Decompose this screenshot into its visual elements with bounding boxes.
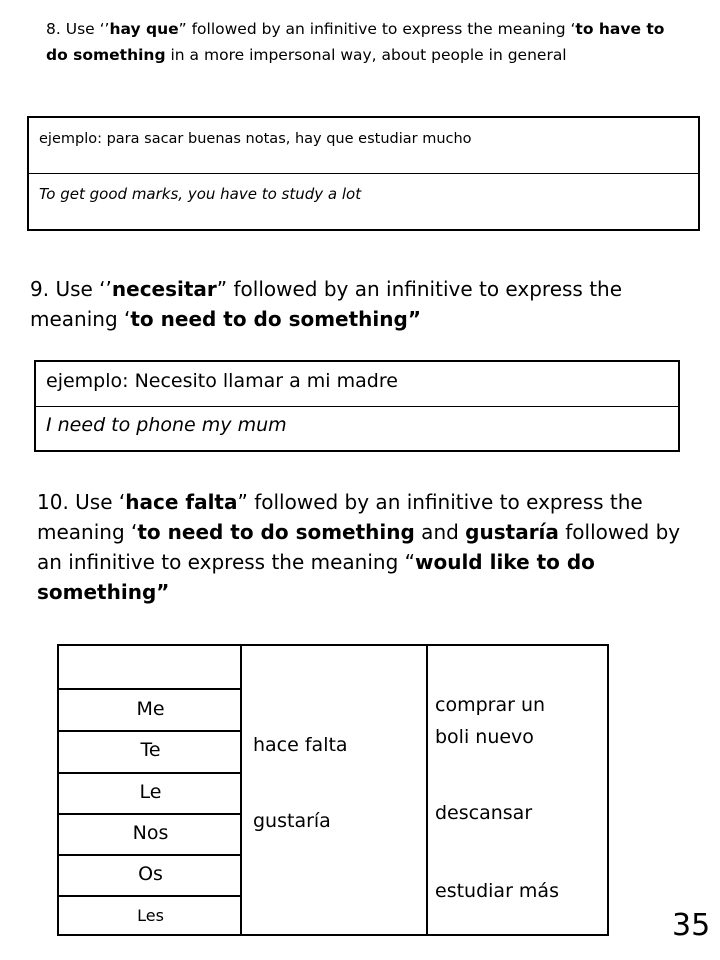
section-9-translation: I need to phone my mum [46, 414, 287, 436]
section-8-translation: To get good marks, you have to study a lot [39, 185, 362, 203]
page-number: 35 [672, 908, 711, 943]
sentence-builder-table [57, 644, 609, 936]
pronoun-cell-empty [59, 650, 242, 684]
infinitive-estudiar-mas: estudiar más [435, 880, 559, 902]
infinitive-descansar: descansar [435, 802, 533, 824]
pronoun-les: Les [137, 906, 164, 925]
pronoun-le: Le [139, 781, 162, 803]
pronoun-me: Me [136, 698, 165, 720]
row-divider [59, 813, 242, 815]
row-divider [59, 772, 242, 774]
section-9-example: ejemplo: Necesito llamar a mi madre [36, 362, 678, 407]
row-divider [59, 730, 242, 732]
pronoun-nos: Nos [132, 822, 169, 844]
infinitive-boli-nuevo: boli nuevo [435, 726, 534, 748]
pronoun-os: Os [138, 863, 163, 885]
section-8-instruction: 8. Use ‘’hay que” followed by an infinitive to express the meaning ‘to have to do something in a more impersonal way, about people in general [46, 20, 665, 64]
row-divider [59, 854, 242, 856]
section-8-example: ejemplo: para sacar buenas notas, hay que estudiar mucho [29, 118, 698, 174]
verb-hace-falta: hace falta [253, 734, 348, 756]
infinitive-comprar: comprar un [435, 694, 546, 716]
verb-gustaria: gustaría [253, 810, 331, 832]
section-9-instruction: 9. Use ‘’necesitar” followed by an infinitive to express the meaning ‘to need to do something” [30, 277, 623, 331]
column-divider [426, 646, 428, 934]
row-divider [59, 688, 242, 690]
section-8-example-box [27, 116, 700, 231]
pronoun-te: Te [140, 739, 161, 761]
row-divider [59, 895, 242, 897]
section-10-instruction: 10. Use ‘hace falta” followed by an infinitive to express the meaning ‘to need to do something and gustaría followed by an infinitive to express the meaning “would like to do something” [37, 490, 681, 604]
section-9-example-box [34, 360, 680, 452]
